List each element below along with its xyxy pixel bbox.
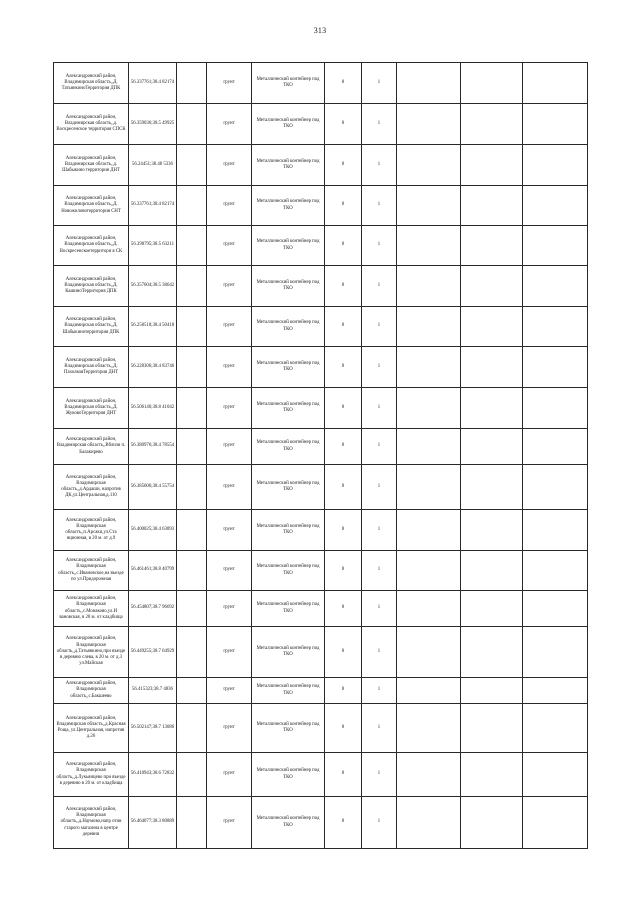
container-type-cell: Металлический контейнер под ТКО [252,551,325,591]
address-cell: Александровский район, Владимирская область,,Д. Шабыкинотерритория ДПК [54,307,129,347]
empty-cell [397,510,461,551]
empty-cell [397,347,461,388]
waste-site-registry-table [53,62,588,849]
empty-cell [177,104,207,145]
address-cell: Александровский район, Владимирская область,,Д. ЖуковоТерритория ДНТ [54,388,129,429]
empty-cell [177,678,207,704]
page-number: 313 [313,26,327,35]
empty-cell [461,104,523,145]
empty-cell [397,63,461,104]
table-row [54,627,588,678]
address-cell: Александровский район, Владимирская область,,д. Шабыкино территория ДНТ [54,145,129,186]
volume-cell: 8 [325,226,362,266]
coordinates-cell: 56.385606;38.4 55754 [129,465,177,510]
coordinates-cell: 56.398795;38.5 63211 [129,226,177,266]
coordinates-cell: 56.410943;38.6 72832 [129,753,177,797]
container-count-cell: 1 [362,551,397,591]
table-row [54,510,588,551]
coordinates-cell: 56.502147;38.7 13086 [129,704,177,753]
container-count-cell: 1 [362,104,397,145]
address-cell: Александровский район, Владимирская область,,д.Наумово,напр отив старого магазина в центре деревни [54,797,129,849]
coordinates-cell: 56.415323;38.7 4836 [129,678,177,704]
container-type-cell: Металлический контейнер под ТКО [252,704,325,753]
empty-cell [523,753,588,797]
container-count-cell: 1 [362,591,397,627]
table-row [54,797,588,849]
empty-cell [523,63,588,104]
table-row [54,753,588,797]
coordinates-cell: 56.400025;38.4 63893 [129,510,177,551]
coordinates-cell: 56.464077;38.3 80889 [129,797,177,849]
empty-cell [177,627,207,678]
container-count-cell: 1 [362,186,397,226]
container-type-cell: Металлический контейнер под ТКО [252,753,325,797]
empty-cell [461,226,523,266]
empty-cell [177,510,207,551]
table-row [54,145,588,186]
empty-cell [397,104,461,145]
coordinates-cell: 56.337761;38.4 82174 [129,63,177,104]
container-type-cell: Металлический контейнер под ТКО [252,797,325,849]
empty-cell [397,145,461,186]
empty-cell [461,678,523,704]
empty-cell [397,226,461,266]
empty-cell [397,266,461,307]
container-type-cell: Металлический контейнер под ТКО [252,388,325,429]
empty-cell [397,465,461,510]
container-count-cell: 1 [362,63,397,104]
address-cell: Александровский район, Владимирская область,,Д. ТатьянкиноТерритория ДПК [54,63,129,104]
table-row [54,186,588,226]
table-row [54,388,588,429]
empty-cell [177,226,207,266]
empty-cell [523,678,588,704]
address-cell: Александровский район, Владимирская область,,с.Монаково,ул.И вановская, в 20 м. от кладбища [54,591,129,627]
container-type-cell: Металлический контейнер под ТКО [252,63,325,104]
container-type-cell: Металлический контейнер под ТКО [252,678,325,704]
surface-cell: грунт [207,145,252,186]
surface-cell: грунт [207,465,252,510]
container-count-cell: 1 [362,347,397,388]
volume-cell: 8 [325,104,362,145]
empty-cell [397,591,461,627]
coordinates-cell: 56.454807;38.7 96692 [129,591,177,627]
volume-cell: 8 [325,388,362,429]
volume-cell: 8 [325,704,362,753]
empty-cell [461,753,523,797]
empty-cell [397,388,461,429]
empty-cell [523,704,588,753]
container-type-cell: Металлический контейнер под ТКО [252,627,325,678]
empty-cell [523,307,588,347]
empty-cell [461,429,523,465]
table-row [54,429,588,465]
table-row [54,347,588,388]
coordinates-cell: 56.359036;38.5 49925 [129,104,177,145]
coordinates-cell: 56.258518;38.4 50418 [129,307,177,347]
empty-cell [523,388,588,429]
coordinates-cell: 56.506146;38.8 41042 [129,388,177,429]
surface-cell: грунт [207,266,252,307]
table-row [54,266,588,307]
surface-cell: грунт [207,104,252,145]
address-cell: Александровский район, Владимирская область,,д.Красная Роща, ул.Центральная, напротив д.26 [54,704,129,753]
empty-cell [461,797,523,849]
surface-cell: грунт [207,347,252,388]
empty-cell [461,266,523,307]
table-row [54,465,588,510]
surface-cell: грунт [207,226,252,266]
empty-cell [461,591,523,627]
empty-cell [523,186,588,226]
coordinates-cell: 56.449255;38.7 04929 [129,627,177,678]
container-count-cell: 1 [362,145,397,186]
table-row [54,591,588,627]
container-type-cell: Металлический контейнер под ТКО [252,186,325,226]
empty-cell [461,551,523,591]
empty-cell [177,347,207,388]
empty-cell [177,307,207,347]
address-cell: Александровский район, Владимирская область,,с.Ивановское,на въезде по ул.Придорожная [54,551,129,591]
empty-cell [461,347,523,388]
empty-cell [177,704,207,753]
empty-cell [523,551,588,591]
empty-cell [523,145,588,186]
address-cell: Александровский район, Владимирская область,,Вблизи п. Балакирево [54,429,129,465]
address-cell: Александровский район, Владимирская область,,Д. Воскресенскоетерритори я СК [54,226,129,266]
table-row [54,307,588,347]
surface-cell: грунт [207,510,252,551]
address-cell: Александровский район, Владимирская область,,с.Бакшеево [54,678,129,704]
empty-cell [177,145,207,186]
empty-cell [461,307,523,347]
container-type-cell: Металлический контейнер под ТКО [252,347,325,388]
volume-cell: 8 [325,678,362,704]
empty-cell [397,704,461,753]
surface-cell: грунт [207,307,252,347]
volume-cell: 8 [325,551,362,591]
empty-cell [461,145,523,186]
surface-cell: грунт [207,63,252,104]
surface-cell: грунт [207,627,252,678]
address-cell: Александровский район, Владимирская область,,Д. КашиноТерритория ДПК [54,266,129,307]
empty-cell [523,627,588,678]
container-count-cell: 1 [362,388,397,429]
empty-cell [461,465,523,510]
table-row [54,104,588,145]
empty-cell [177,465,207,510]
empty-cell [397,753,461,797]
container-count-cell: 1 [362,510,397,551]
empty-cell [177,753,207,797]
address-cell: Александровский район, Владимирская область,,п.Арсаки,ул.Ста нционная, в 20 м. от д.9 [54,510,129,551]
table-row [54,63,588,104]
surface-cell: грунт [207,704,252,753]
empty-cell [523,510,588,551]
volume-cell: 8 [325,797,362,849]
container-count-cell: 1 [362,753,397,797]
empty-cell [397,797,461,849]
address-cell: Александровский район, Владимирская область,,д.Лукьянцево при въезде в деревню в 20 м. от кладбища [54,753,129,797]
address-cell: Александровский район, Владимирская область,,д.Татьянкино,при въезде в деревню слева, в 20 м. от д.3 ул.Майская [54,627,129,678]
container-type-cell: Металлический контейнер под ТКО [252,429,325,465]
table-row [54,226,588,266]
container-count-cell: 1 [362,797,397,849]
volume-cell: 8 [325,465,362,510]
coordinates-cell: 56.337761;38.4 82174 [129,186,177,226]
empty-cell [461,510,523,551]
coordinates-cell: 56.461461;38.8 40799 [129,551,177,591]
surface-cell: грунт [207,678,252,704]
surface-cell: грунт [207,388,252,429]
empty-cell [397,627,461,678]
address-cell: Александровский район, Владимирская область,,д. Воскресенское территория СПСК [54,104,129,145]
volume-cell: 8 [325,753,362,797]
container-type-cell: Металлический контейнер под ТКО [252,145,325,186]
volume-cell: 8 [325,307,362,347]
empty-cell [177,266,207,307]
container-count-cell: 1 [362,465,397,510]
empty-cell [177,551,207,591]
container-type-cell: Металлический контейнер под ТКО [252,104,325,145]
empty-cell [461,627,523,678]
empty-cell [461,63,523,104]
empty-cell [461,388,523,429]
container-count-cell: 1 [362,627,397,678]
surface-cell: грунт [207,429,252,465]
empty-cell [523,591,588,627]
registry-body [54,63,588,849]
container-count-cell: 1 [362,678,397,704]
volume-cell: 8 [325,63,362,104]
empty-cell [397,307,461,347]
container-type-cell: Металлический контейнер под ТКО [252,307,325,347]
address-cell: Александровский район, Владимирская область,,Д. Новожиловотерритория СНТ [54,186,129,226]
container-type-cell: Металлический контейнер под ТКО [252,266,325,307]
empty-cell [523,797,588,849]
empty-cell [397,678,461,704]
surface-cell: грунт [207,797,252,849]
volume-cell: 8 [325,186,362,226]
volume-cell: 8 [325,591,362,627]
empty-cell [397,186,461,226]
table-row [54,678,588,704]
surface-cell: грунт [207,753,252,797]
container-type-cell: Металлический контейнер под ТКО [252,465,325,510]
empty-cell [177,797,207,849]
container-count-cell: 1 [362,266,397,307]
empty-cell [461,704,523,753]
empty-cell [523,266,588,307]
empty-cell [523,465,588,510]
empty-cell [523,104,588,145]
container-count-cell: 1 [362,429,397,465]
empty-cell [397,551,461,591]
volume-cell: 8 [325,347,362,388]
coordinates-cell: 56.380976;38.4 78554 [129,429,177,465]
empty-cell [523,226,588,266]
container-type-cell: Металлический контейнер под ТКО [252,226,325,266]
empty-cell [177,186,207,226]
empty-cell [177,63,207,104]
volume-cell: 8 [325,510,362,551]
volume-cell: 8 [325,429,362,465]
coordinates-cell: 56.228306;38.4 83746 [129,347,177,388]
empty-cell [523,347,588,388]
coordinates-cell: 56.24451;38.48 5336 [129,145,177,186]
container-type-cell: Металлический контейнер под ТКО [252,510,325,551]
container-count-cell: 1 [362,226,397,266]
coordinates-cell: 56.357604;38.5 38642 [129,266,177,307]
empty-cell [523,429,588,465]
empty-cell [177,388,207,429]
volume-cell: 8 [325,627,362,678]
surface-cell: грунт [207,186,252,226]
volume-cell: 8 [325,145,362,186]
empty-cell [177,429,207,465]
volume-cell: 8 [325,266,362,307]
table-row [54,551,588,591]
empty-cell [177,591,207,627]
empty-cell [397,429,461,465]
container-count-cell: 1 [362,307,397,347]
address-cell: Александровский район, Владимирская область,,д.Ардаши, напротив ДК,ул.Центральная,д.110 [54,465,129,510]
surface-cell: грунт [207,551,252,591]
table-row [54,704,588,753]
surface-cell: грунт [207,591,252,627]
container-count-cell: 1 [362,704,397,753]
empty-cell [461,186,523,226]
address-cell: Александровский район, Владимирская область,,Д. ПахолковТерритория ДНТ [54,347,129,388]
container-type-cell: Металлический контейнер под ТКО [252,591,325,627]
